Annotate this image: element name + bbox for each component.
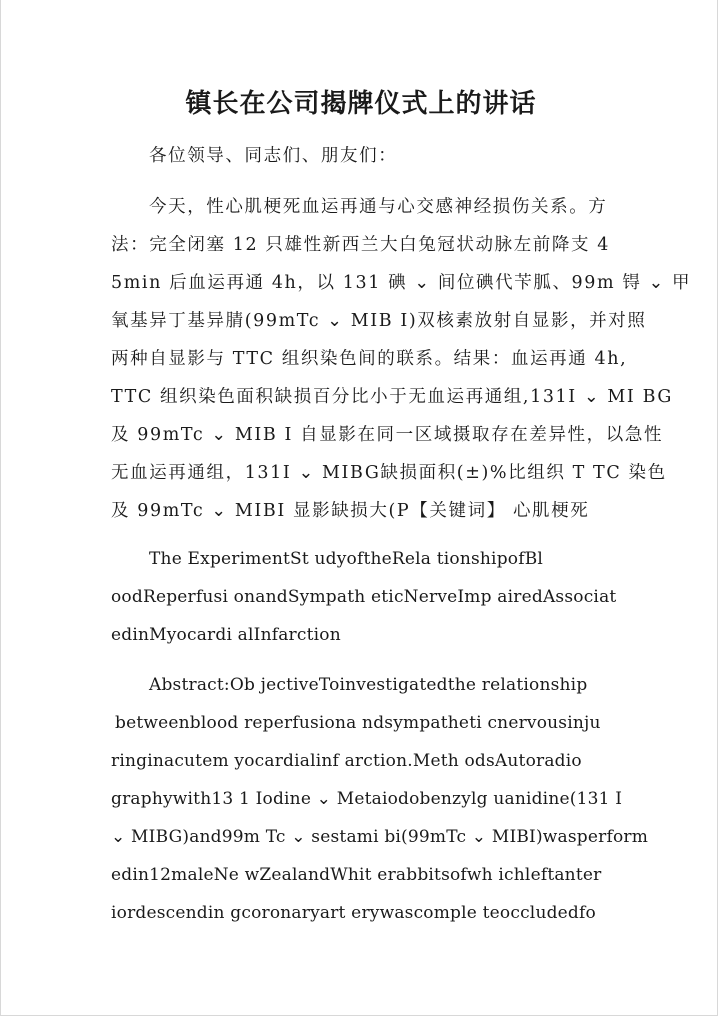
- body-line: 法：完全闭塞 12 只雄性新西兰大白兔冠状动脉左前降支 4: [111, 235, 610, 255]
- body-line: 无血运再通组，131I ⌄ MIBG缺损面积(±)%比组织 T TC 染色: [111, 463, 667, 483]
- document-title: 镇长在公司揭牌仪式上的讲话: [185, 89, 537, 119]
- abstract-line: edin12maleNe wZealandWhit erabbitsofwh ichleftanter: [111, 865, 602, 885]
- body-line: 及 99mTc ⌄ MIB I 自显影在同一区域摄取存在差异性，以急性: [111, 425, 664, 445]
- body-line: 氧基异丁基异腈(99mTc ⌄ MIB I)双核素放射自显影，并对照: [111, 311, 647, 331]
- english-title-line: oodReperfusi onandSympath eticNerveImp airedAssociat: [111, 587, 617, 607]
- body-line: TTC 组织染色面积缺损百分比小于无血运再通组,131I ⌄ MI BG: [111, 387, 673, 407]
- body-line: 5min 后血运再通 4h，以 131 碘 ⌄ 间位碘代苄胍、99m 锝 ⌄ 甲: [111, 273, 692, 293]
- abstract-line: graphywith13 1 Iodine ⌄ Metaiodobenzylg uanidine(131 I: [111, 789, 623, 809]
- abstract-line: ⌄ MIBG)and99m Tc ⌄ sestami bi(99mTc ⌄ MIBI)wasperform: [111, 827, 649, 847]
- abstract-line: Abstract:Ob jectiveToinvestigatedthe relationship: [149, 675, 588, 695]
- abstract-line: ringinacutem yocardialinf arction.Meth odsAutoradio: [111, 751, 582, 771]
- english-title-line: edinMyocardi alInfarction: [111, 625, 341, 645]
- abstract-line: iordescendin gcoronaryart erywascomple teoccludedfo: [111, 903, 596, 923]
- body-line: 今天，性心肌梗死血运再通与心交感神经损伤关系。方: [149, 197, 608, 217]
- greeting-line: 各位领导、同志们、朋友们：: [149, 146, 398, 166]
- body-line: 及 99mTc ⌄ MIBI 显影缺损大(P【关键词】 心肌梗死: [111, 501, 590, 521]
- english-title-line: The ExperimentSt udyoftheRela tionshipofBl: [149, 549, 544, 569]
- body-line: 两种自显影与 TTC 组织染色间的联系。结果：血运再通 4h,: [111, 349, 628, 369]
- abstract-line: betweenblood reperfusiona ndsympatheti cnervousinju: [115, 713, 601, 733]
